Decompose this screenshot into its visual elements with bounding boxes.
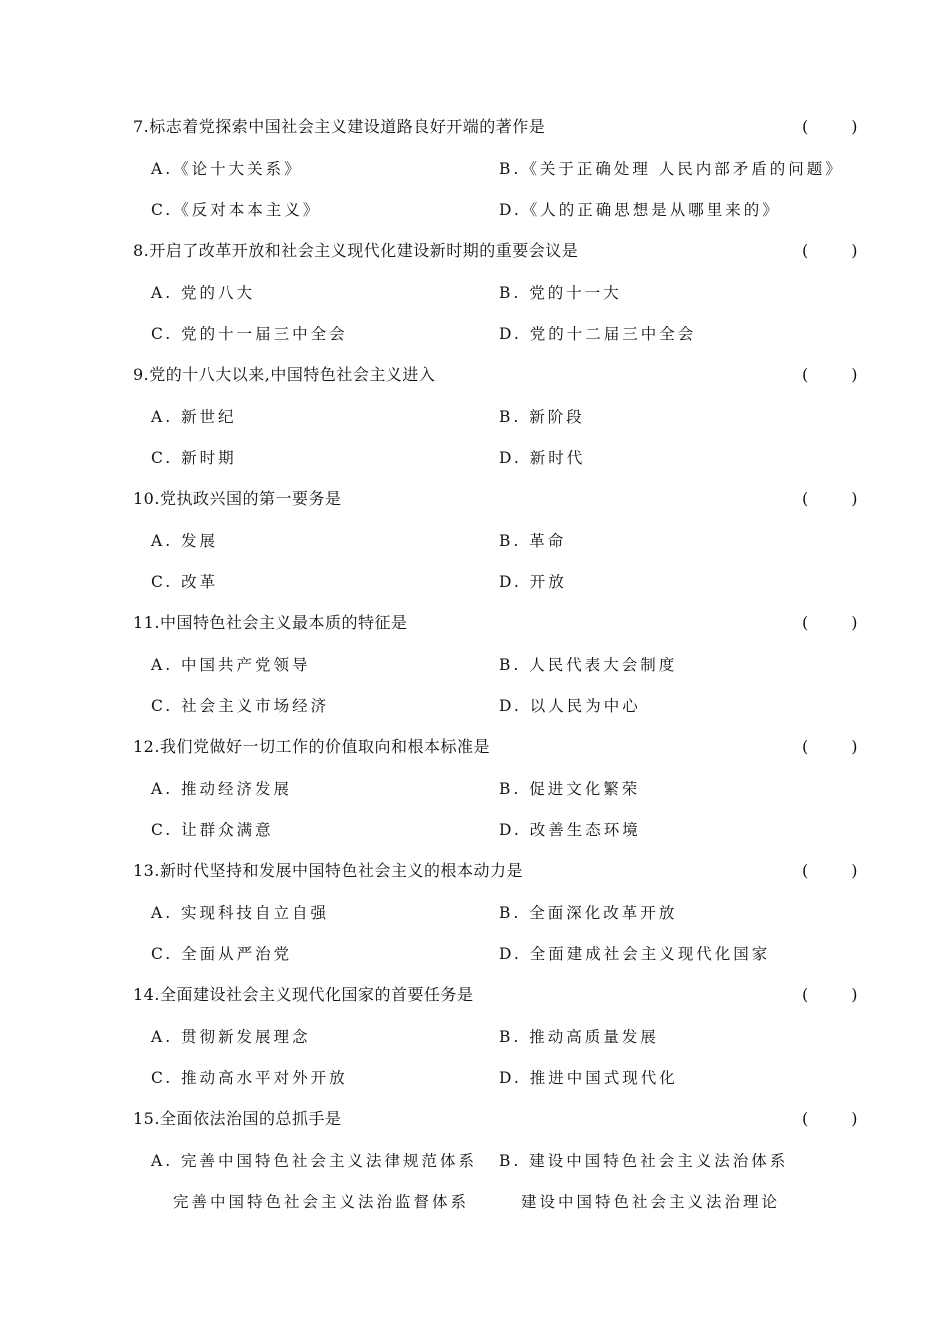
option-d[interactable]: D. 推进中国式现代化 xyxy=(499,1069,678,1087)
question-text: 党的十八大以来,中国特色社会主义进入 xyxy=(149,365,436,384)
option-d[interactable]: D. 以人民为中心 xyxy=(499,697,641,715)
option-a[interactable]: A. 新世纪 xyxy=(151,407,237,426)
answer-parentheses[interactable]: ( ) xyxy=(802,613,858,632)
question-stem xyxy=(133,360,858,390)
question-stem xyxy=(133,112,858,142)
question-15 xyxy=(133,1104,858,1217)
question-text: 标志着党探索中国社会主义建设道路良好开端的著作是 xyxy=(149,117,546,136)
question-stem xyxy=(133,732,858,762)
option-c[interactable]: C. 让群众满意 xyxy=(151,821,274,839)
question-8 xyxy=(133,236,858,349)
question-number: 7. xyxy=(133,117,150,136)
question-number: 13. xyxy=(133,861,160,880)
option-d[interactable]: D. 开放 xyxy=(499,573,567,591)
option-c[interactable]: C.《反对本本主义》 xyxy=(151,201,322,219)
question-12 xyxy=(133,732,858,845)
question-number: 12. xyxy=(133,737,160,756)
option-b[interactable]: B. 新阶段 xyxy=(499,407,585,426)
question-text: 全面依法治国的总抓手是 xyxy=(159,1109,342,1128)
question-stem xyxy=(133,1104,858,1134)
question-text: 我们党做好一切工作的价值取向和根本标准是 xyxy=(159,737,490,756)
answer-parentheses[interactable]: ( ) xyxy=(802,241,858,260)
question-text: 开启了改革开放和社会主义现代化建设新时期的重要会议是 xyxy=(149,241,579,260)
option-a[interactable]: A.《论十大关系》 xyxy=(151,159,303,178)
option-d[interactable]: D.《人的正确思想是从哪里来的》 xyxy=(499,201,781,219)
question-number: 14. xyxy=(133,985,160,1004)
option-b-continuation[interactable]: 建设中国特色社会主义法治理论 xyxy=(521,1193,781,1211)
question-number: 10. xyxy=(133,489,160,508)
question-10 xyxy=(133,484,858,597)
option-b[interactable]: B. 党的十一大 xyxy=(499,283,622,302)
question-9 xyxy=(133,360,858,473)
question-stem xyxy=(133,236,858,266)
option-a[interactable]: A. 实现科技自立自强 xyxy=(151,903,330,922)
option-c[interactable]: C. 党的十一届三中全会 xyxy=(151,325,348,343)
option-d[interactable]: D. 党的十二届三中全会 xyxy=(499,325,697,343)
option-d[interactable]: D. 新时代 xyxy=(499,449,586,467)
question-text: 中国特色社会主义最本质的特征是 xyxy=(159,613,408,632)
option-a[interactable]: A. 党的八大 xyxy=(151,283,256,302)
option-a[interactable]: A. 贯彻新发展理念 xyxy=(151,1027,311,1046)
answer-parentheses[interactable]: ( ) xyxy=(802,365,858,384)
question-number: 9. xyxy=(133,365,150,384)
answer-parentheses[interactable]: ( ) xyxy=(802,1109,858,1128)
option-a[interactable]: A. 中国共产党领导 xyxy=(151,655,311,674)
option-a[interactable]: A. 推动经济发展 xyxy=(151,779,293,798)
question-text: 新时代坚持和发展中国特色社会主义的根本动力是 xyxy=(159,861,523,880)
option-b[interactable]: B. 建设中国特色社会主义法治体系 xyxy=(499,1151,789,1170)
option-b[interactable]: B. 促进文化繁荣 xyxy=(499,779,641,798)
answer-parentheses[interactable]: ( ) xyxy=(802,861,858,880)
question-stem xyxy=(133,856,858,886)
answer-parentheses[interactable]: ( ) xyxy=(802,737,858,756)
option-c[interactable]: C. 新时期 xyxy=(151,449,237,467)
question-text: 全面建设社会主义现代化国家的首要任务是 xyxy=(159,985,474,1004)
question-stem xyxy=(133,980,858,1010)
option-a-continuation[interactable]: 完善中国特色社会主义法治监督体系 xyxy=(173,1193,470,1211)
question-13 xyxy=(133,856,858,969)
option-d[interactable]: D. 全面建成社会主义现代化国家 xyxy=(499,945,771,963)
option-b[interactable]: B.《关于正确处理 人民内部矛盾的问题》 xyxy=(499,159,844,178)
question-stem xyxy=(133,484,858,514)
question-7 xyxy=(133,112,858,225)
option-b[interactable]: B. 推动高质量发展 xyxy=(499,1027,659,1046)
option-a[interactable]: A. 完善中国特色社会主义法律规范体系 xyxy=(151,1151,478,1170)
option-c[interactable]: C. 推动高水平对外开放 xyxy=(151,1069,348,1087)
answer-parentheses[interactable]: ( ) xyxy=(802,489,858,508)
option-c[interactable]: C. 全面从严治党 xyxy=(151,945,293,963)
question-14 xyxy=(133,980,858,1093)
question-11 xyxy=(133,608,858,721)
question-number: 11. xyxy=(133,613,160,632)
question-number: 15. xyxy=(133,1109,160,1128)
question-number: 8. xyxy=(133,241,150,260)
option-b[interactable]: B. 人民代表大会制度 xyxy=(499,655,678,674)
option-c[interactable]: C. 改革 xyxy=(151,573,219,591)
answer-parentheses[interactable]: ( ) xyxy=(802,985,858,1004)
answer-parentheses[interactable]: ( ) xyxy=(802,117,858,136)
option-c[interactable]: C. 社会主义市场经济 xyxy=(151,697,330,715)
option-b[interactable]: B. 全面深化改革开放 xyxy=(499,903,678,922)
question-stem xyxy=(133,608,858,638)
option-b[interactable]: B. 革命 xyxy=(499,531,567,550)
question-text: 党执政兴国的第一要务是 xyxy=(159,489,342,508)
option-a[interactable]: A. 发展 xyxy=(151,531,219,550)
option-d[interactable]: D. 改善生态环境 xyxy=(499,821,641,839)
